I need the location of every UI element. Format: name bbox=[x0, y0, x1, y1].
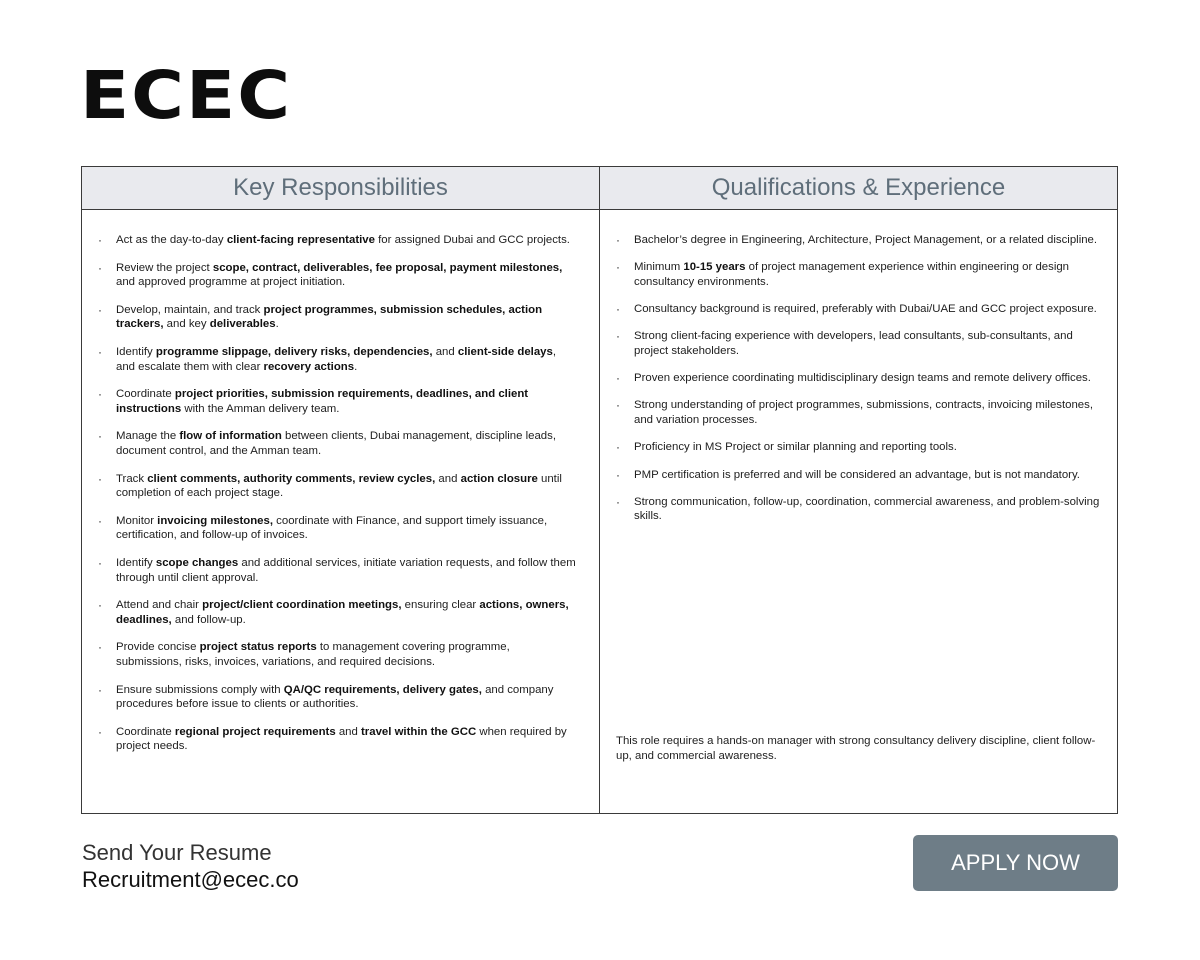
bold-text: travel within the GCC bbox=[361, 725, 477, 738]
responsibility-item bbox=[98, 472, 576, 501]
responsibility-item bbox=[98, 345, 576, 374]
text: with the Amman delivery team. bbox=[181, 402, 340, 415]
qualification-item bbox=[616, 371, 1106, 386]
responsibilities-list bbox=[98, 233, 576, 767]
qualification-item bbox=[616, 495, 1106, 524]
text: and additional services, initiate variation requests, and follow them through until client approval. bbox=[116, 557, 576, 584]
text: Proven experience coordinating multidisciplinary design teams and remote delivery offices. bbox=[634, 372, 1091, 385]
qualification-item bbox=[616, 440, 1106, 455]
text: PMP certification is preferred and will be considered an advantage, but is not mandatory. bbox=[634, 468, 1080, 481]
responsibility-item bbox=[98, 725, 576, 754]
text: Provide concise bbox=[116, 641, 200, 654]
text: . bbox=[275, 318, 279, 331]
bold-text: deliverables bbox=[209, 318, 276, 331]
text: Ensure submissions comply with bbox=[116, 683, 284, 696]
send-resume-label: Send Your Resume bbox=[82, 840, 272, 865]
bold-text: project/client coordination meetings, bbox=[202, 599, 402, 612]
responsibility-item bbox=[98, 683, 576, 712]
text: Manage the bbox=[116, 430, 180, 443]
qualification-item bbox=[616, 302, 1106, 317]
text: Identify bbox=[116, 557, 156, 569]
text: for assigned Dubai and GCC projects. bbox=[374, 234, 570, 246]
responsibility-item bbox=[98, 261, 576, 290]
bold-text: regional project requirements bbox=[174, 725, 336, 738]
bold-text: client-facing representative bbox=[226, 234, 375, 246]
text: Review the project bbox=[116, 261, 213, 274]
bold-text: actions, owners, deadlines, bbox=[116, 599, 569, 626]
text: and follow-up. bbox=[171, 613, 246, 626]
text: Strong communication, follow-up, coordination, commercial awareness, and problem-solving skills. bbox=[634, 495, 1100, 523]
recruitment-email[interactable]: Recruitment@ecec.co bbox=[82, 867, 299, 892]
qualifications-column bbox=[600, 210, 1117, 813]
text: Identify bbox=[116, 346, 156, 359]
qualification-item bbox=[616, 329, 1106, 358]
text: Act as the day-to-day bbox=[116, 234, 227, 246]
text: and company procedures before issue to clients or authorities. bbox=[116, 683, 554, 711]
job-details-table bbox=[81, 166, 1118, 814]
key-responsibilities-header: Key Responsibilities bbox=[82, 167, 600, 210]
text: ensuring clear bbox=[401, 599, 480, 612]
text: Develop, maintain, and track bbox=[116, 303, 264, 316]
responsibility-item bbox=[98, 514, 576, 543]
text: Proficiency in MS Project or similar planning and reporting tools. bbox=[634, 441, 957, 454]
text: Bachelor’s degree in Engineering, Architecture, Project Management, or a related discipline. bbox=[634, 234, 1098, 246]
bold-text: flow of information bbox=[179, 430, 282, 443]
qualification-item bbox=[616, 260, 1106, 289]
bold-text: QA/QC requirements, delivery gates, bbox=[283, 683, 482, 696]
responsibility-item bbox=[98, 556, 576, 585]
responsibility-item bbox=[98, 303, 576, 332]
qualifications-list bbox=[616, 233, 1106, 537]
text: Attend and chair bbox=[116, 599, 203, 612]
text: Consultancy background is required, preferably with Dubai/UAE and GCC project exposure. bbox=[634, 303, 1097, 316]
bold-text: programme slippage, delivery risks, dependencies, bbox=[155, 346, 433, 359]
text: coordinate with Finance, and support timely issuance, certification, and follow-up of invoices. bbox=[116, 514, 548, 542]
text: of project management experience within engineering or design consultancy environments. bbox=[634, 261, 1070, 288]
responsibility-item bbox=[98, 598, 576, 627]
qualification-item bbox=[616, 233, 1106, 248]
bold-text: 10-15 years bbox=[683, 261, 746, 274]
text: and approved programme at project initiation. bbox=[116, 276, 346, 289]
ecec-logo: ECEC bbox=[80, 56, 293, 134]
text: and key bbox=[163, 318, 210, 331]
text: until completion of each project stage. bbox=[116, 472, 562, 500]
text: . bbox=[354, 360, 358, 373]
text: and bbox=[335, 725, 362, 738]
bold-text: client-side delays bbox=[457, 346, 553, 359]
text: Coordinate bbox=[116, 388, 175, 401]
role-summary-note: This role requires a hands-on manager with strong consultancy delivery discipline, client follow-up, and commercial awareness. bbox=[616, 735, 1096, 762]
qualification-item bbox=[616, 398, 1106, 427]
apply-now-button[interactable]: APPLY NOW bbox=[913, 835, 1118, 891]
text: between clients, Dubai management, discipline leads, document control, and the Amman team. bbox=[116, 430, 556, 457]
bold-text: action closure bbox=[460, 472, 538, 485]
qualifications-header: Qualifications & Experience bbox=[600, 167, 1117, 210]
text: , and escalate them with clear bbox=[116, 346, 557, 373]
bold-text: client comments, authority comments, review cycles, bbox=[147, 472, 436, 485]
responsibility-item bbox=[98, 429, 576, 458]
text: to management covering programme, submissions, risks, invoices, variations, and required decisions. bbox=[116, 641, 510, 668]
bold-text: invoicing milestones, bbox=[157, 514, 273, 527]
text: Track bbox=[116, 472, 148, 485]
responsibility-item bbox=[98, 233, 576, 248]
text: when required by project needs. bbox=[116, 725, 567, 753]
text: and bbox=[435, 472, 461, 485]
bold-text: project status reports bbox=[199, 641, 317, 654]
responsibilities-column bbox=[82, 210, 600, 813]
bold-text: project priorities, submission requirements, deadlines, and client instructions bbox=[116, 388, 529, 415]
text: Monitor bbox=[116, 514, 158, 527]
text: Minimum bbox=[634, 261, 684, 274]
text: Strong understanding of project programmes, submissions, contracts, invoicing milestones, and variation processes. bbox=[634, 399, 1094, 426]
bold-text: project programmes, submission schedules, action trackers, bbox=[116, 303, 543, 331]
text: and bbox=[432, 346, 458, 359]
qualification-item bbox=[616, 468, 1106, 483]
bold-text: scope, contract, deliverables, fee proposal, payment milestones, bbox=[212, 261, 563, 274]
responsibility-item bbox=[98, 387, 576, 416]
text: Strong client-facing experience with developers, lead consultants, sub-consultants, and project stakeholders. bbox=[634, 330, 1073, 357]
bold-text: scope changes bbox=[155, 557, 239, 569]
text: Coordinate bbox=[116, 725, 175, 738]
responsibility-item bbox=[98, 640, 576, 669]
bold-text: recovery actions bbox=[263, 360, 355, 373]
